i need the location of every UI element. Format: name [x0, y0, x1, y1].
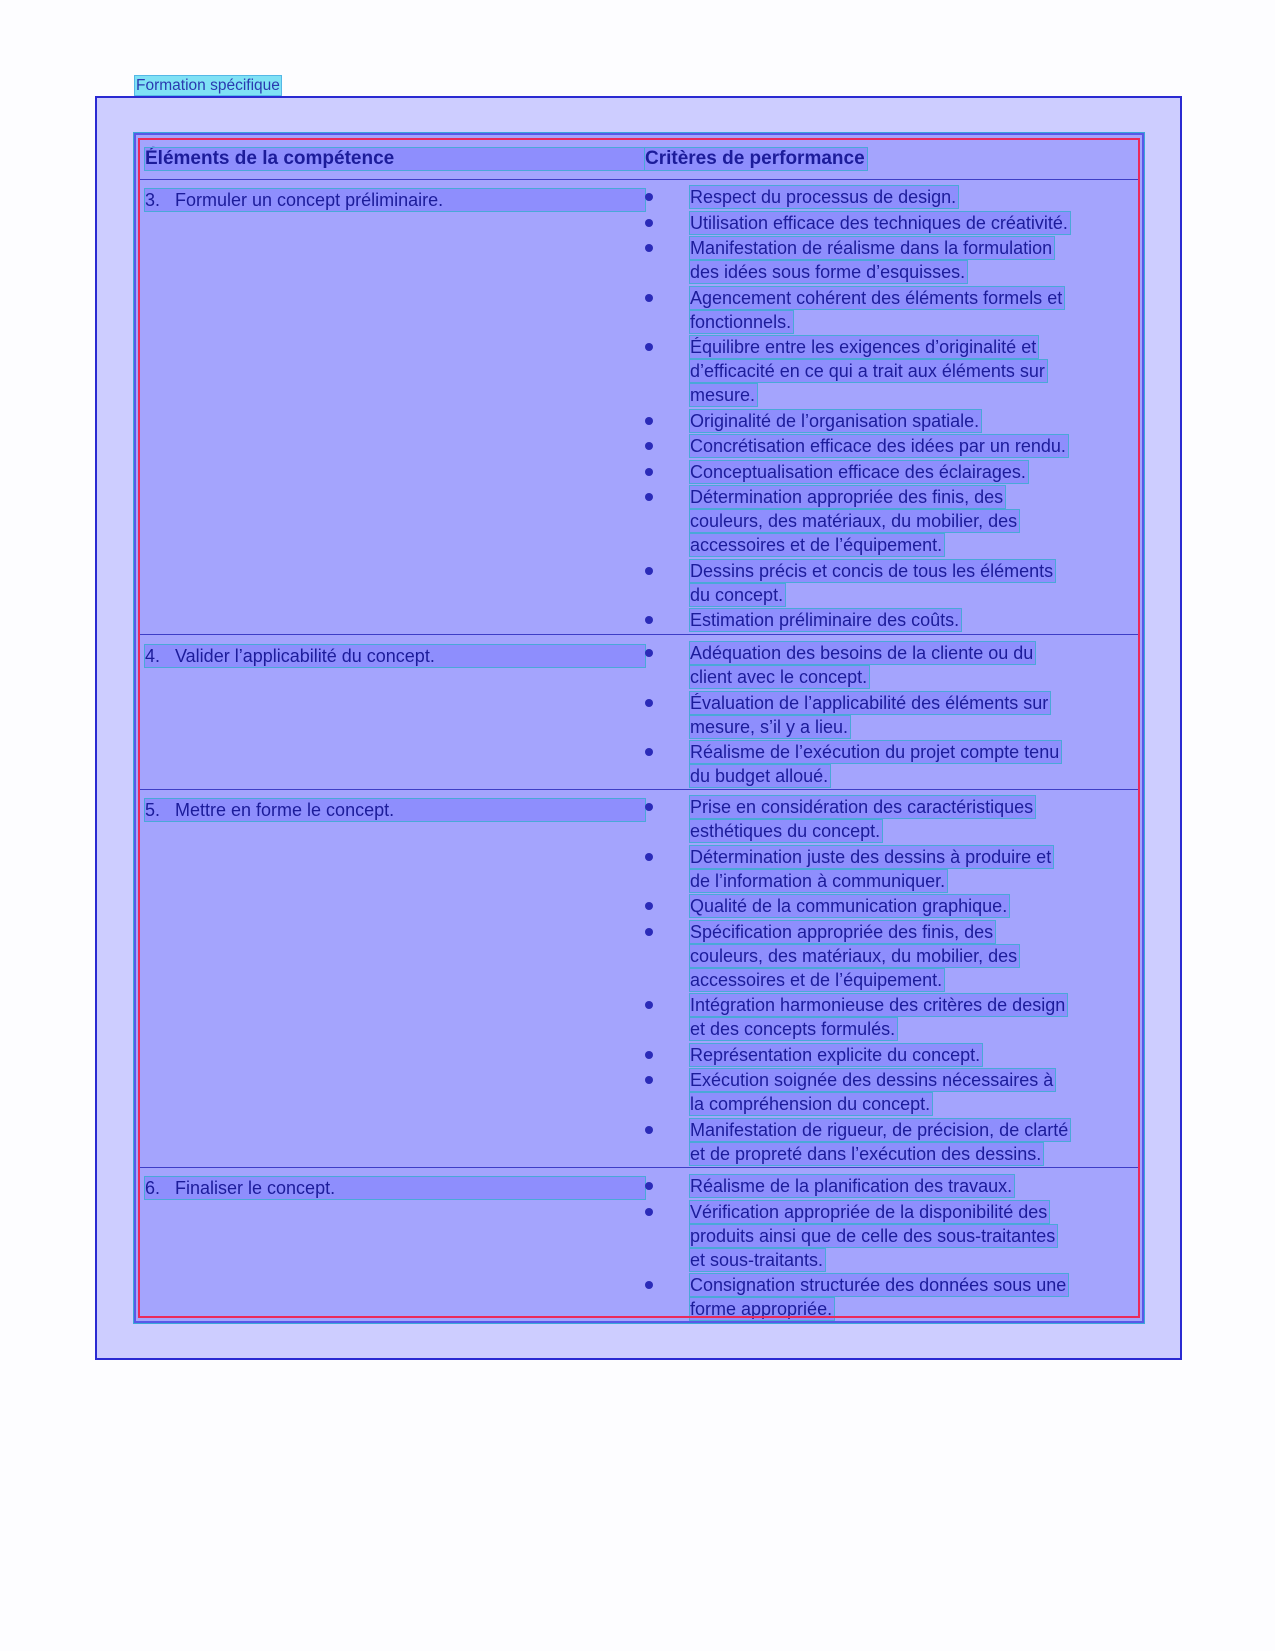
- bullet-icon: [645, 219, 653, 227]
- criterion-text: Intégration harmonieuse des critères de design: [690, 995, 1066, 1015]
- criterion-text: et de propreté dans l’exécution des dessins.: [690, 1143, 1042, 1164]
- criterion-item: [645, 461, 1135, 485]
- criterion-text: et sous-traitants.: [690, 1249, 824, 1270]
- criterion-text: fonctionnels.: [690, 311, 792, 332]
- bullet-icon: [645, 1126, 653, 1134]
- bullet-icon: [645, 1001, 653, 1009]
- criterion-text: Prise en considération des caractéristiques: [690, 797, 1034, 817]
- criterion-text: Agencement cohérent des éléments formels et: [690, 287, 1063, 308]
- bullet-icon: [645, 928, 653, 936]
- criterion-item: [645, 1175, 1135, 1199]
- row-divider: [138, 634, 1140, 635]
- criterion-item: [645, 796, 1135, 844]
- criterion-text: Estimation préliminaire des coûts.: [690, 610, 960, 630]
- column-header-elements: Éléments de la compétence: [145, 148, 645, 170]
- bullet-icon: [645, 1051, 653, 1059]
- table-header-row: [145, 148, 1135, 178]
- criterion-text: Originalité de l’organisation spatiale.: [690, 410, 980, 431]
- criterion-item: [645, 642, 1135, 690]
- bullet-icon: [645, 853, 653, 861]
- bullet-icon: [645, 1182, 653, 1190]
- bullet-icon: [645, 1076, 653, 1084]
- row-divider: [138, 1167, 1140, 1168]
- criterion-text: couleurs, des matériaux, du mobilier, des: [690, 945, 1018, 966]
- criterion-text: Concrétisation efficace des idées par un rendu.: [690, 436, 1066, 456]
- criterion-item: [645, 741, 1135, 789]
- criterion-text: Réalisme de l’exécution du projet compte tenu: [690, 742, 1060, 762]
- criterion-item: [645, 287, 1135, 335]
- criterion-item: [645, 895, 1135, 919]
- criterion-item: [645, 410, 1135, 434]
- criterion-text: Dessins précis et concis de tous les éléments: [690, 560, 1054, 581]
- criterion-item: [645, 1119, 1135, 1167]
- element-label: 3. Formuler un concept préliminaire.: [145, 189, 645, 211]
- element-label: 4. Valider l’applicabilité du concept.: [145, 645, 645, 667]
- criterion-item: [645, 846, 1135, 894]
- criterion-item: [645, 336, 1135, 408]
- criterion-text: accessoires et de l’équipement.: [690, 969, 943, 990]
- criterion-item: [645, 486, 1135, 558]
- criterion-item: [645, 692, 1135, 740]
- row-divider: [138, 789, 1140, 790]
- bullet-icon: [645, 343, 653, 351]
- criterion-text: Conceptualisation efficace des éclairages.: [690, 461, 1026, 482]
- criteria-list: [645, 796, 1135, 1168]
- criterion-item: [645, 186, 1135, 210]
- column-header-criteria: Critères de performance: [645, 148, 865, 169]
- criterion-text: forme appropriée.: [690, 1299, 833, 1319]
- criterion-text: Équilibre entre les exigences d’originalité et: [690, 337, 1037, 357]
- bullet-icon: [645, 244, 653, 252]
- bullet-icon: [645, 803, 653, 811]
- criterion-text: Manifestation de réalisme dans la formulation: [690, 238, 1053, 258]
- criteria-list: [645, 642, 1135, 791]
- criterion-text: et des concepts formulés.: [690, 1019, 896, 1039]
- criterion-item: [645, 435, 1135, 459]
- criterion-text: produits ainsi que de celle des sous-traitantes: [690, 1225, 1056, 1246]
- criterion-item: [645, 237, 1135, 285]
- criterion-item: [645, 1201, 1135, 1273]
- criterion-text: Adéquation des besoins de la cliente ou du: [690, 643, 1034, 663]
- criterion-text: client avec le concept.: [690, 667, 868, 687]
- bullet-icon: [645, 699, 653, 707]
- criterion-text: d’efficacité en ce qui a trait aux éléments sur: [690, 361, 1045, 381]
- bullet-icon: [645, 902, 653, 910]
- criterion-text: Vérification appropriée de la disponibilité des: [690, 1201, 1048, 1222]
- bullet-icon: [645, 442, 653, 450]
- criterion-item: [645, 921, 1135, 993]
- criterion-text: Réalisme de la planification des travaux.: [690, 1176, 1013, 1196]
- running-header: Formation spécifique: [136, 77, 280, 94]
- criteria-list: [645, 186, 1135, 635]
- criterion-text: mesure, s’il y a lieu.: [690, 716, 849, 737]
- criterion-text: couleurs, des matériaux, du mobilier, des: [690, 511, 1018, 531]
- criterion-text: Détermination appropriée des finis, des: [690, 487, 1004, 507]
- bullet-icon: [645, 1208, 653, 1216]
- criterion-text: des idées sous forme d’esquisses.: [690, 262, 966, 282]
- criterion-text: accessoires et de l’équipement.: [690, 535, 943, 555]
- bullet-icon: [645, 1281, 653, 1289]
- element-label: 6. Finaliser le concept.: [145, 1177, 645, 1199]
- criterion-item: [645, 560, 1135, 608]
- header-divider: [138, 179, 1140, 180]
- criterion-text: Consignation structurée des données sous une: [690, 1275, 1067, 1295]
- criterion-item: [645, 994, 1135, 1042]
- criterion-text: Respect du processus de design.: [690, 187, 957, 207]
- criterion-text: Exécution soignée des dessins nécessaires à: [690, 1070, 1054, 1090]
- criterion-item: [645, 1069, 1135, 1117]
- criterion-text: Spécification appropriée des finis, des: [690, 921, 994, 942]
- criterion-item: [645, 609, 1135, 633]
- bullet-icon: [645, 493, 653, 501]
- criterion-text: la compréhension du concept.: [690, 1094, 931, 1114]
- criterion-item: [645, 1044, 1135, 1068]
- criterion-text: du budget alloué.: [690, 766, 829, 786]
- criterion-text: de l’information à communiquer.: [690, 870, 946, 891]
- criteria-list: [645, 1175, 1135, 1324]
- element-label: 5. Mettre en forme le concept.: [145, 799, 645, 821]
- criterion-item: [645, 212, 1135, 236]
- bullet-icon: [645, 417, 653, 425]
- criterion-text: Manifestation de rigueur, de précision, de clarté: [690, 1119, 1069, 1140]
- criterion-text: Représentation explicite du concept.: [690, 1044, 981, 1065]
- criterion-text: Qualité de la communication graphique.: [690, 896, 1008, 916]
- bullet-icon: [645, 748, 653, 756]
- criterion-text: mesure.: [690, 385, 756, 405]
- bullet-icon: [645, 294, 653, 302]
- bullet-icon: [645, 193, 653, 201]
- criterion-text: Détermination juste des dessins à produire et: [690, 846, 1052, 867]
- bullet-icon: [645, 468, 653, 476]
- criterion-text: esthétiques du concept.: [690, 821, 881, 841]
- bullet-icon: [645, 616, 653, 624]
- criterion-text: du concept.: [690, 584, 784, 605]
- criterion-item: [645, 1274, 1135, 1322]
- bullet-icon: [645, 649, 653, 657]
- bullet-icon: [645, 567, 653, 575]
- criterion-text: Utilisation efficace des techniques de créativité.: [690, 212, 1068, 233]
- criterion-text: Évaluation de l’applicabilité des éléments sur: [690, 692, 1049, 713]
